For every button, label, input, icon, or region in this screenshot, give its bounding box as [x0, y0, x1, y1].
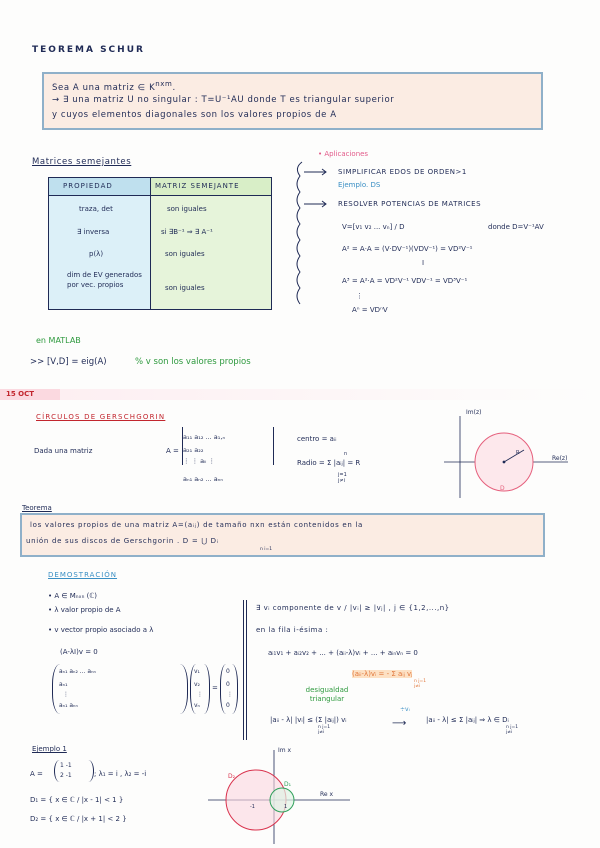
date-label: 15 OCT [6, 390, 35, 398]
demo-heading: DEMOSTRACIÓN [48, 571, 118, 579]
matrix-row: 2 -1 [60, 772, 72, 779]
plot-d-label: D [500, 485, 505, 492]
gershgorin-given: Dada una matriz [34, 447, 93, 455]
table-cell: dim de EV generados por vec. propios [67, 271, 142, 289]
plot-tick-label: -1 [250, 804, 255, 810]
example-A-label: A = [30, 770, 43, 778]
radius-sum-top: n [344, 451, 348, 457]
vector-entry: v₂ [194, 681, 200, 688]
table-column-similar [151, 196, 271, 309]
equation: A² = A·A = (V·DV⁻¹)(VDV⁻¹) = VD²V⁻¹ [342, 245, 473, 253]
matrix-row: a₂₁ a₂₂ [183, 446, 204, 454]
teorema-line-2: unión de sus discos de Gerschgorin . D = ⋃ Dᵢ [26, 537, 219, 545]
demo-right-line: (aᵢᵢ-λ)vᵢ = - Σ aᵢⱼ vⱼ [352, 670, 413, 678]
theorem-line-1-sup: nxm [155, 80, 173, 88]
table-header-property [49, 178, 151, 196]
demo-equation: (A-λI)v = 0 [60, 648, 98, 656]
teorema-box [20, 513, 545, 557]
table-cell: traza, det [79, 205, 113, 213]
demo-right-line: ∃ vᵢ componente de v / |vᵢ| ≥ |vⱼ| , j ∈ {1,2,...,n} [256, 604, 450, 612]
demo-right-line: aᵢ₁v₁ + aᵢ₂v₂ + ... + (aᵢᵢ-λ)vᵢ + ... + aᵢₙvₙ = 0 [268, 649, 418, 657]
sum-index: n j=1 j≠i [506, 725, 519, 735]
equation: A³ = A²·A = VD²V⁻¹ VDV⁻¹ = VD³V⁻¹ [342, 277, 468, 285]
theorem-line-1-end: . [172, 82, 176, 93]
equation-dots: ⋮ [356, 292, 363, 300]
matrix-row: ⋮ [63, 691, 69, 698]
demo-divider [243, 600, 244, 740]
table-header-property-label: PROPIEDAD [63, 182, 113, 190]
vector-entry: v₁ [194, 668, 200, 675]
plot-r-label: R [516, 450, 520, 456]
page-title: TEOREMA SCHUR [32, 45, 145, 55]
vector-entry: 0 [226, 668, 230, 675]
demo-right-line: |aᵢᵢ - λ| |vᵢ| ≤ (Σ |aᵢⱼ|) vᵢ [270, 716, 347, 724]
equation: Aⁿ = VDⁿV [352, 306, 388, 314]
implies-arrow: ⟶ [392, 718, 407, 729]
demo-matrix [52, 664, 188, 714]
matrix-row: aₙ₁ aₙₙ [59, 702, 78, 709]
date-bar [0, 389, 600, 400]
plot-im-label: Im x [278, 747, 292, 754]
demo-zero-vector [220, 664, 238, 714]
radius-sum-bottom: j=1 j≠i [338, 472, 347, 484]
table-header-similar-label: MATRIZ SEMEJANTE [155, 182, 240, 190]
similar-table [48, 177, 272, 310]
matrix-row: 1 -1 [60, 762, 72, 769]
gershgorin-plot [440, 402, 580, 502]
vector-entry: ⋮ [227, 691, 233, 698]
example-plot [200, 742, 360, 846]
table-cell: ∃ inversa [77, 228, 110, 236]
theorem-line-1-text: Sea A una matriz ∈ K [52, 82, 156, 93]
application-item: SIMPLIFICAR EDOS DE ORDEN>1 [338, 168, 467, 176]
gershgorin-center: centro = aᵢᵢ [297, 435, 337, 443]
table-cell: si ∃B⁻¹ ⇒ ∃ A⁻¹ [161, 228, 213, 236]
equation-underbrace: I [422, 259, 425, 267]
sum-index: n j=1 j≠i [318, 725, 331, 735]
table-header-similar [151, 178, 271, 196]
matrix-row: aₙ₁ aₙ₂ ... aₙₙ [183, 475, 223, 483]
plot-disc-1 [270, 788, 294, 812]
example-heading: Ejemplo 1 [32, 745, 67, 753]
demo-bullet: • A ∈ Mₙₓₙ (ℂ) [48, 592, 97, 600]
vector-entry: 0 [226, 681, 230, 688]
triangle-inequality-note: desigualdad triangular [305, 686, 349, 703]
example-disc-2: D₂ = { x ∈ ℂ / |x + 1| < 2 } [30, 815, 127, 823]
vector-entry: ⋮ [197, 691, 203, 698]
application-example: Ejemplo. DS [338, 181, 381, 189]
applications-brace [290, 158, 330, 308]
theorem-line-2: → ∃ una matriz U no singular : T=U⁻¹AU donde T es triangular superior [52, 95, 395, 105]
theorem-line-1 [52, 80, 176, 93]
teorema-line-1: los valores propios de una matriz A=(aᵢⱼ) de tamaño nxn están contenidos en la [30, 521, 364, 529]
table-cell: p(λ) [89, 250, 104, 258]
similar-heading: Matrices semejantes [32, 157, 132, 167]
demo-vector [190, 664, 210, 714]
plot-d1-label: D₁ [284, 781, 292, 788]
gershgorin-title: CÍRCULOS DE GERSCHGORIN [36, 413, 166, 421]
example-eigenvalues: ; λ₁ = i , λ₂ = -i [94, 770, 147, 778]
gershgorin-matrix [182, 427, 274, 483]
matrix-row: aₙ₁ aₙ₂ ... aₙₙ [59, 668, 96, 675]
vector-entry: vₙ [194, 702, 200, 709]
matlab-code: >> [V,D] = eig(A) [30, 357, 107, 367]
matrix-row: aₙ₁ [59, 681, 68, 688]
theorem-box [42, 72, 543, 130]
application-item: RESOLVER POTENCIAS DE MATRICES [338, 200, 482, 208]
table-cell: son iguales [165, 284, 205, 292]
sum-index: n j=1 j≠i [414, 679, 427, 689]
teorema-label: Teorema [22, 504, 52, 512]
matrix-row: ⋮ ⋮ aᵢᵢ ⋮ [183, 457, 216, 465]
divide-label: ÷vᵢ [400, 706, 410, 713]
example-disc-1: D₁ = { x ∈ ℂ / |x - 1| < 1 } [30, 796, 124, 804]
teorema-union-index: n i=1 [260, 547, 273, 552]
plot-re-label: Re x [320, 791, 334, 798]
plot-d2-label: D₂ [228, 773, 236, 780]
gershgorin-A: A = [166, 447, 179, 455]
equation: V=[v₁ v₂ ... vₙ] / D [342, 223, 405, 231]
demo-right-line: en la fila i-ésima : [256, 626, 329, 634]
matlab-comment: % v son los valores propios [135, 357, 251, 367]
demo-bullet: • v vector propio asociado a λ [48, 626, 154, 634]
matlab-heading: en MATLAB [36, 336, 81, 345]
plot-re-label: Re(z) [552, 455, 568, 462]
table-column-property [49, 196, 151, 309]
plot-tick-label: 1 [284, 804, 288, 810]
example-matrix [54, 760, 94, 782]
table-cell: son iguales [167, 205, 207, 213]
demo-bullet: • λ valor propio de A [48, 606, 121, 614]
plot-center [503, 461, 506, 464]
vector-entry: 0 [226, 702, 230, 709]
demo-right-line: |aᵢᵢ - λ| ≤ Σ |aᵢⱼ| ⇒ λ ∈ Dᵢ [426, 716, 509, 724]
demo-divider [246, 600, 247, 740]
plot-im-label: Im(z) [466, 409, 482, 416]
equation: donde D=V⁻¹AV [488, 223, 544, 231]
gershgorin-radius: Radio = Σ |aᵢⱼ| = R [297, 459, 361, 467]
applications-title: • Aplicaciones [318, 150, 369, 158]
table-cell: son iguales [165, 250, 205, 258]
theorem-line-3: y cuyos elementos diagonales son los valores propios de A [52, 110, 337, 120]
equals-sign: = [212, 684, 218, 692]
matrix-row: a₁₁ a₁₂ ... a₁,ₙ [183, 433, 226, 441]
